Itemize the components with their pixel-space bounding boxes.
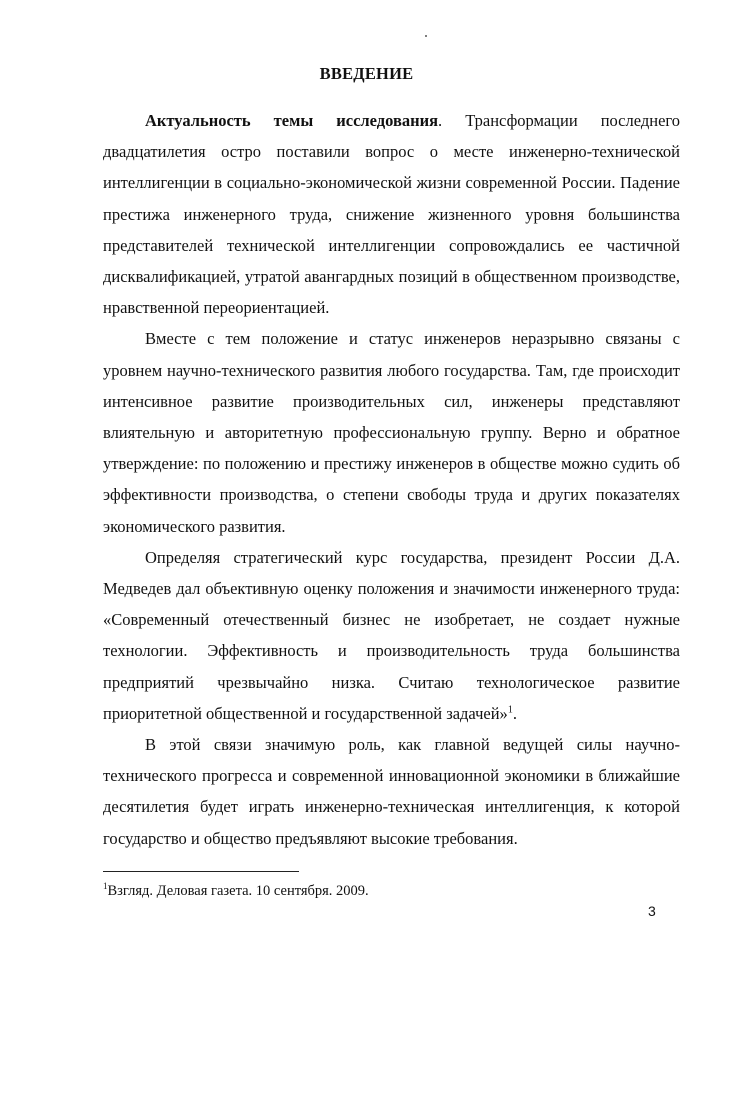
scan-speck <box>425 35 427 37</box>
document-body <box>103 105 680 854</box>
paragraph-1 <box>103 105 680 323</box>
paragraph-3-text: Определяя стратегический курс государства, президент России Д.А. Медведев дал объективную оценку положения и значимости инженерного труда: «Современный отечественный бизнес не изобретает, не создает нужные технологии. Эффективность и производительность труда большинства предприятий чрезвычайно низка. Считаю технологическое развитие приоритетной общественной и государственной задачей» <box>103 547 680 723</box>
paragraph-3 <box>103 542 680 729</box>
footnote-text: Взгляд. Деловая газета. 10 сентября. 2009. <box>107 883 369 899</box>
footnote-reference: 1 <box>507 704 513 716</box>
page-number: 3 <box>648 903 656 919</box>
paragraph-1-lead: Актуальность темы исследования <box>145 111 439 130</box>
paragraph-1-text: . Трансформации последнего двадцатилетия остро поставили вопрос о месте инженерно-технической интеллигенции в социально-экономической жизни современной России. Падение престижа инженерного труда, снижение жизненного уровня большинства представителей технической интеллигенции сопровождались ее частичной дисквалификацией, утратой авангардных позиций в общественном производстве, нравственной переориентацией. <box>103 111 680 318</box>
paragraph-3-tail: . <box>512 703 517 723</box>
page-title: ВВЕДЕНИЕ <box>319 64 414 83</box>
footnote <box>103 883 369 900</box>
footnote-marker: 1 <box>103 881 108 892</box>
footnote-divider <box>103 871 299 872</box>
paragraph-2: Вместе с тем положение и статус инженеров неразрывно связаны с уровнем научно-технического развития любого государства. Там, где происходит интенсивное развитие производительных сил, инженеры представляют влиятельную и авторитетную профессиональную группу. Верно и обратное утверждение: по положению и престижу инженеров в обществе можно судить об эффективности производства, о степени свободы труда и других показателях экономического развития. <box>103 329 680 536</box>
paragraph-4: В этой связи значимую роль, как главной ведущей силы научно-технического прогресса и современной инновационной экономики в ближайшие десятилетия будет играть инженерно-техническая интеллигенция, к которой государство и общество предъявляют высокие требования. <box>103 735 680 848</box>
